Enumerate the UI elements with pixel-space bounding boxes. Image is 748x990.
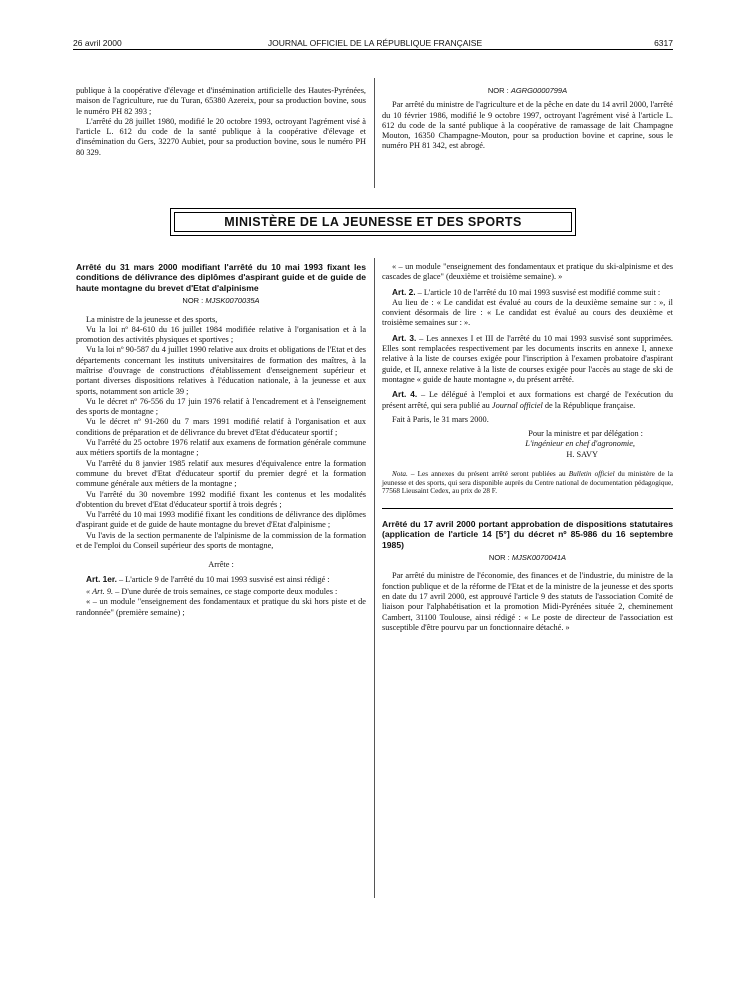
nota-note	[382, 470, 673, 496]
decree-paragraph: Vu la loi nº 84-610 du 16 juillet 1984 modifiée relative à l'organisation et à la promotion des activités physiques et sportives ;	[76, 324, 366, 345]
article-1	[76, 574, 366, 585]
article-4-text-b: de la République française.	[542, 400, 636, 410]
module-item: « – un module "enseignement des fondamentaux et pratique du ski-alpinisme et des cascades de glace" (deuxième et troisième semaine). »	[382, 262, 673, 282]
nor-reference	[382, 553, 673, 563]
right-column	[382, 262, 673, 633]
article-9-label: « Art. 9.	[86, 586, 114, 596]
article-2-text: – L'article 10 de l'arrêté du 10 mai 1993 susvisé est modifié comme suit :	[415, 287, 661, 297]
article-3	[382, 333, 673, 385]
fait-a-paris: Fait à Paris, le 31 mars 2000.	[392, 414, 489, 424]
arrete-heading: Arrête :	[208, 560, 234, 570]
ministry-banner	[170, 208, 576, 236]
signature-line-2: L'ingénieur en chef d'agronomie,	[525, 439, 635, 449]
nor-code: MJSK0070041A	[511, 553, 567, 563]
header-rule	[73, 49, 673, 50]
nor-label: NOR :	[488, 553, 510, 563]
decree-paragraph: La ministre de la jeunesse et des sports,	[86, 314, 218, 324]
column-divider-main	[374, 258, 375, 898]
nor-label: NOR :	[182, 296, 204, 306]
nota-label: Nota.	[392, 470, 408, 479]
article-3-label: Art. 3.	[392, 332, 417, 343]
column-divider-top	[374, 78, 375, 188]
article-3-text: – Les annexes I et III de l'arrêté du 10 mai 1993 susvisé sont supprimées. Elles sont remplacées respectivement par les documents inscrits en annexe I, annexe relative à la liste de courses exigée pour l'inscription à l'examen probatoire d'aspirant guide, et II, annexe relative à la liste de courses exigée pour l'accès au stage de ski de montagne « guide de haute montagne », du présent arrêté.	[382, 333, 673, 384]
top-right-column	[382, 86, 673, 152]
article-4-text-a: – Le délégué à l'emploi et aux formations est chargé de l'exécution du présent arrêté, qui sera publié au	[382, 390, 673, 410]
decree-paragraph: Vu le décret nº 91-260 du 7 mars 1991 modifié relatif à l'organisation et aux conditions de préparation et de délivrance du brevet d'Etat d'éducateur sportif ;	[76, 417, 366, 437]
article-1-label: Art. 1er.	[86, 573, 117, 584]
decree-paragraph: Par arrêté du ministre de l'économie, des finances et de l'industrie, du ministre de la fonction publique et de la réforme de l'Etat et de la ministre de la jeunesse et des sports en date du 17 avril 2000, est approuvé l'article 9 des statuts de l'association Comité de liaison pour l'alphabétisation et la promotion Midi-Pyrénées située 2, cheminement Cambert, 31100 Toulouse, ainsi rédigé : « Le poste de directeur de l'association est susceptible d'être pourvu par un fonctionnaire détaché. »	[382, 571, 673, 632]
journal-officiel-ref: Journal officiel	[491, 400, 543, 410]
left-column	[76, 262, 366, 618]
article-4	[382, 389, 673, 411]
signature-name: H. SAVY	[566, 449, 598, 459]
nor-code: MJSK0070035A	[205, 296, 260, 306]
nor-code: AGRG0000799A	[510, 86, 568, 95]
decree-paragraph: Vu l'arrêté du 8 janvier 1985 relatif aux mesures d'équivalence entre la formation commune du brevet d'Etat d'éducateur sportif du premier degré et la formation commune générale aux métiers de la montagne ;	[76, 458, 366, 489]
nor-reference	[382, 86, 673, 96]
article-9-quote	[76, 587, 366, 597]
bulletin-officiel-ref: Bulletin officiel	[568, 470, 615, 479]
article-2	[382, 287, 673, 298]
ministry-title: MINISTÈRE DE LA JEUNESSE ET DES SPORTS	[174, 212, 572, 232]
decree-paragraph: Vu le décret nº 76-556 du 17 juin 1976 relatif à l'encadrement et à l'enseignement des sports de montagne ;	[76, 396, 366, 417]
top-right-paragraph: Par arrêté du ministre de l'agriculture et de la pêche en date du 14 avril 2000, l'arrêté du 10 février 1986, modifié le 9 octobre 1997, octroyant l'agrément visé à l'article L. 612 du code de la santé publique à la coopérative de ramassage de lait Champagne Mouton, 16350 Champagne-Mouton, pour sa production bovine et caprine, sous le numéro PH 81 342, est abrogé.	[382, 100, 673, 151]
decree-title: Arrêté du 31 mars 2000 modifiant l'arrêté du 10 mai 1993 fixant les conditions de délivrance des diplômes d'aspirant guide et de guide de haute montagne du brevet d'Etat d'alpinisme	[76, 262, 366, 293]
nota-text-b: du ministère de la jeunesse et des sports, qui sera disponible auprès du Centre national de documentation pédagogique, 77568 Lieusaint Cedex, au prix de 28 F.	[382, 470, 673, 496]
decree-paragraph: Vu la loi nº 90-587 du 4 juillet 1990 relative aux droits et obligations de l'Etat et des départements concernant les instituts universitaires de formation des maîtres, à la maîtrise d'ouvrage de constructions d'établissement d'enseignement supérieur et portant diverses dispositions relatives à l'éducation nationale, à la jeunesse et aux sports, notamment son article 39 ;	[76, 345, 366, 396]
top-left-paragraph: publique à la coopérative d'élevage et d'insémination artificielle des Hautes-Pyrénées, maison de l'agriculture, rue du Turan, 65380 Azereix, pour sa production bovine, sous le numéro PH 82 393 ;	[76, 86, 366, 116]
nota-text-a: – Les annexes du présent arrêté seront publiées au	[407, 470, 569, 479]
article-4-label: Art. 4.	[392, 389, 418, 400]
decree-title-2: Arrêté du 17 avril 2000 portant approbation de dispositions statutaires (application de l'article 14 [5°] du décret nº 85-986 du 16 septembre 1985)	[382, 518, 673, 550]
decree-paragraph: Vu l'arrêté du 25 octobre 1976 relatif aux examens de formation générale commune aux métiers sportifs de la montagne ;	[76, 438, 366, 458]
header-date: 26 avril 2000	[73, 38, 122, 48]
signature-line-1: Pour la ministre et par délégation :	[528, 429, 643, 439]
section-rule	[382, 508, 673, 509]
header-page-number: 6317	[654, 38, 673, 48]
decree-paragraph: Vu l'arrêté du 30 novembre 1992 modifié fixant les contenus et les modalités d'obtention du brevet d'Etat d'éducateur sportif à trois degrés ;	[76, 489, 366, 509]
article-1-text: – L'article 9 de l'arrêté du 10 mai 1993 susvisé est ainsi rédigé :	[116, 574, 330, 584]
top-left-paragraph: L'arrêté du 28 juillet 1980, modifié le 20 octobre 1993, octroyant l'agrément visé à l'article L. 612 du code de la santé publique à la coopérative d'élevage et d'insémination du Gers, 32270 Aubiet, pour sa production bovine, sous le numéro PH 80 329.	[76, 116, 366, 157]
decree-paragraph: Vu l'avis de la section permanente de l'alpinisme de la commission de la formation et de l'emploi du Conseil supérieur des sports de montagne,	[76, 530, 366, 551]
nor-label: NOR :	[487, 86, 509, 95]
article-2-paragraph: Au lieu de : « Le candidat est évalué au cours de la deuxième semaine sur : », il convient désormais de lire : « Le candidat est évalué au cours des deuxième et troisième semaines sur : ».	[382, 297, 673, 328]
article-2-label: Art. 2.	[392, 286, 416, 297]
top-left-column	[76, 86, 366, 158]
article-9-text: – D'une durée de trois semaines, ce stage comporte deux modules :	[113, 586, 338, 596]
module-item: « – un module "enseignement des fondamentaux et pratique du ski hors piste et de randonnée" (première semaine) ;	[76, 597, 366, 617]
header-journal-title: JOURNAL OFFICIEL DE LA RÉPUBLIQUE FRANÇAISE	[267, 38, 483, 48]
nor-reference	[76, 296, 366, 306]
decree-paragraph: Vu l'arrêté du 10 mai 1993 modifié fixant les conditions de délivrance des diplômes d'aspirant guide et de guide de haute montagne du brevet d'Etat d'alpinisme ;	[76, 510, 366, 530]
